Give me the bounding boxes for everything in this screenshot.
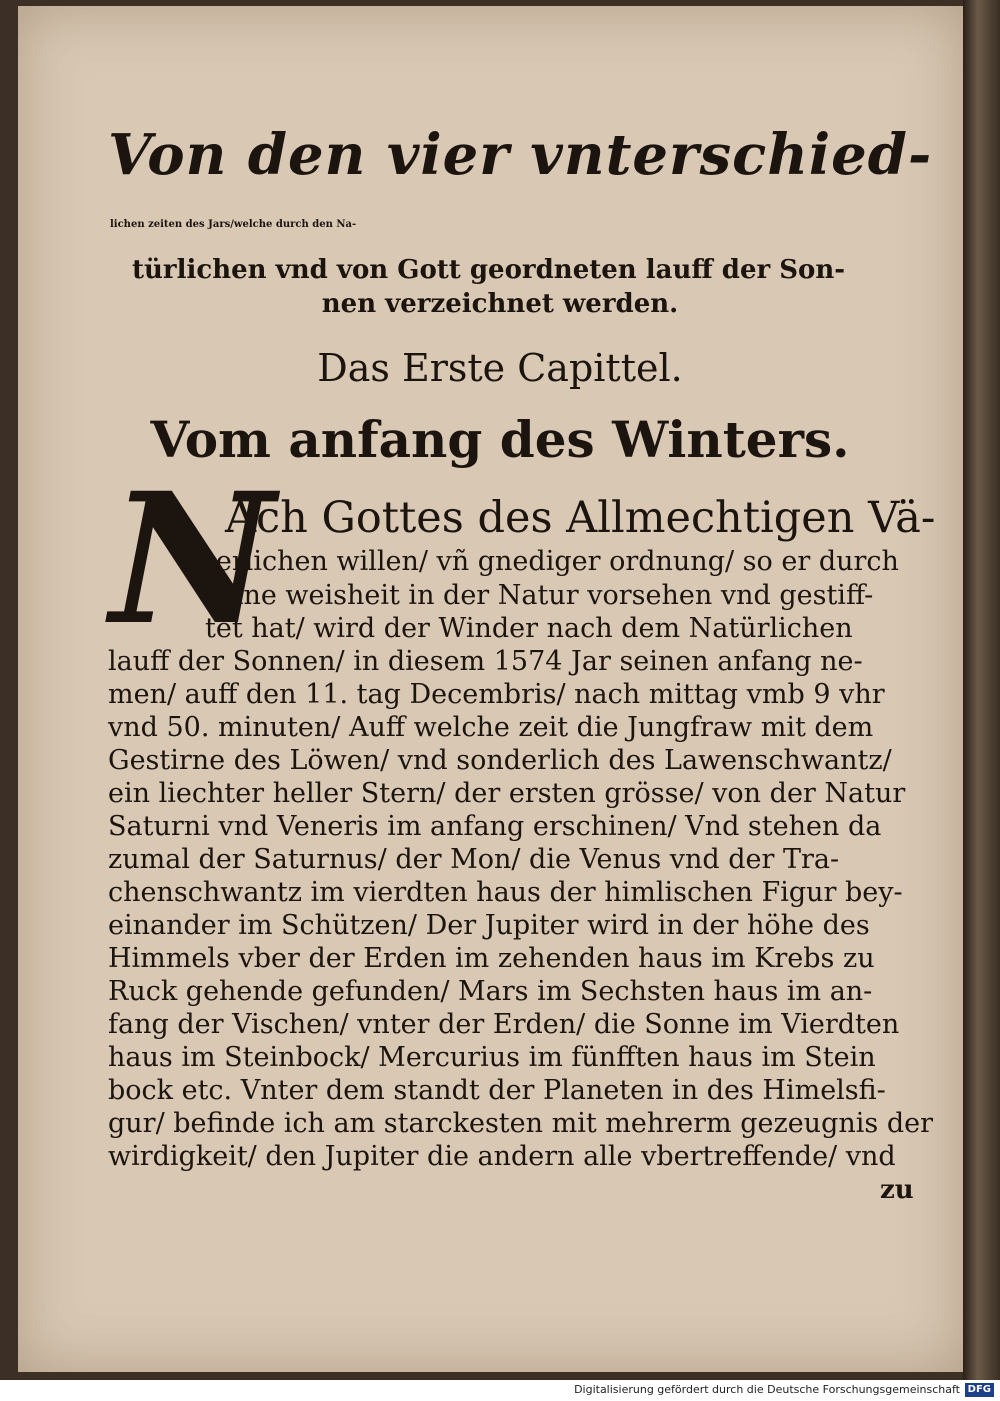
book-spine — [963, 0, 1000, 1380]
title-line-1: Von den vier vnterschied- — [108, 122, 933, 188]
body-line: tet hat/ wird der Winder nach dem Natürlichen — [205, 613, 853, 644]
body-line: ein liechter heller Stern/ der ersten grösse/ von der Natur — [108, 778, 906, 809]
body-line: Saturni vnd Veneris im anfang erschinen/ Vnd stehen da — [108, 811, 882, 842]
body-line: lauff der Sonnen/ in diesem 1574 Jar seinen anfang ne- — [108, 646, 863, 677]
chapter-label: Das Erste Capittel. — [317, 346, 683, 390]
body-line: Gestirne des Löwen/ vnd sonderlich des Lawenschwantz/ — [108, 745, 892, 776]
body-line: haus im Steinbock/ Mercurius im fünfften haus im Stein — [108, 1042, 876, 1073]
dfg-logo: DFG — [965, 1383, 994, 1397]
body-line: bock etc. Vnter dem standt der Planeten in des Himelsfi- — [108, 1075, 886, 1106]
footer-credit: Digitalisierung gefördert durch die Deutsche Forschungsgemeinschaft — [574, 1383, 960, 1396]
body-line: vnd 50. minuten/ Auff welche zeit die Jungfraw mit dem — [108, 712, 874, 743]
body-line: seine weisheit in der Natur vorsehen vnd gestiff- — [205, 580, 874, 611]
body-line: wirdigkeit/ den Jupiter die andern alle vbertreffende/ vnd — [108, 1141, 896, 1172]
body-line: Himmels vber der Erden im zehenden haus im Krebs zu — [108, 943, 875, 974]
title-line-2: lichen zeiten des Jars/welche durch den Na- — [110, 219, 357, 230]
catchword: zu — [880, 1175, 914, 1205]
body-line: Ach Gottes des Allmechtigen Vä- — [225, 493, 936, 543]
section-heading: Vom anfang des Winters. — [150, 410, 850, 469]
body-line: einander im Schützen/ Der Jupiter wird in der höhe des — [108, 910, 870, 941]
body-line: zumal der Saturnus/ der Mon/ die Venus vnd der Tra- — [108, 844, 840, 875]
body-line: chenschwantz im vierdten haus der himlischen Figur bey- — [108, 877, 903, 908]
body-line: men/ auff den 11. tag Decembris/ nach mittag vmb 9 vhr — [108, 679, 885, 710]
drop-cap: N — [110, 454, 275, 665]
body-line: Ruck gehende gefunden/ Mars im Sechsten haus im an- — [108, 976, 873, 1007]
body-line: fang der Vischen/ vnter der Erden/ die Sonne im Vierdten — [108, 1009, 900, 1040]
title-line-3: türlichen vnd von Gott geordneten lauff der Son- — [132, 255, 846, 285]
title-line-4: nen verzeichnet werden. — [321, 289, 679, 319]
body-line: gur/ befinde ich am starckesten mit mehrerm gezeugnis der — [108, 1108, 933, 1139]
body-line: terlichen willen/ vñ gnediger ordnung/ so er durch — [205, 546, 899, 577]
